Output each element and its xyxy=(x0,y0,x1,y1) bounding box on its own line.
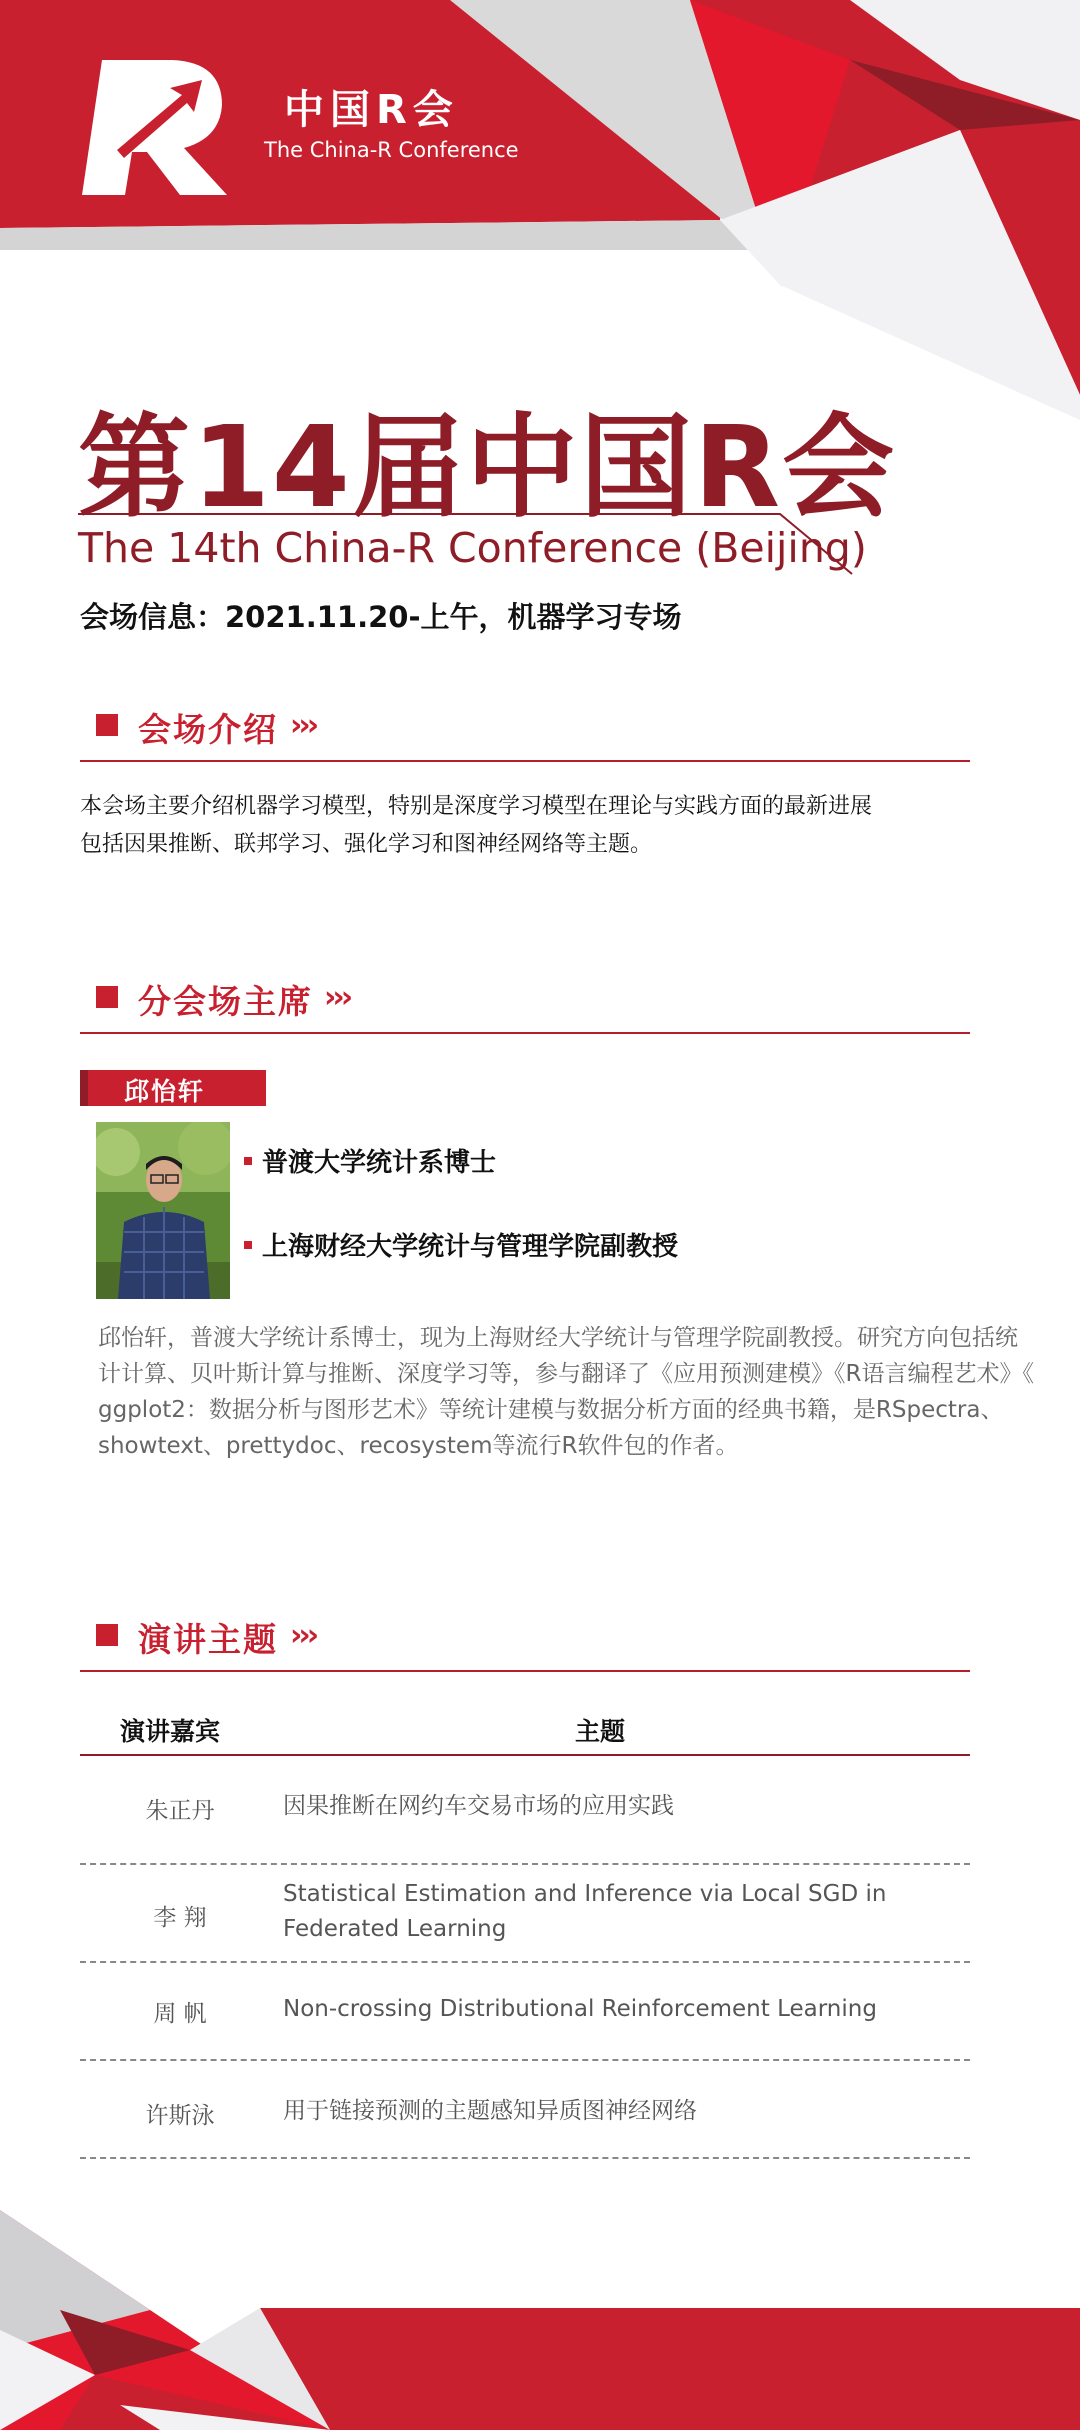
table-row xyxy=(80,1963,970,2061)
talk-speaker: 李 翔 xyxy=(153,1905,207,1931)
section-title: 分会场主席 xyxy=(138,982,313,1021)
section-header-talks xyxy=(80,1610,970,1672)
chair-credential: 普渡大学统计系博士 xyxy=(244,1142,496,1179)
talk-speaker: 许斯泳 xyxy=(145,2103,215,2129)
square-icon xyxy=(96,714,118,736)
bio-line: ggplot2：数据分析与图形艺术》等统计建模与数据分析方面的经典书籍，是RSpectra、 xyxy=(98,1397,1004,1423)
chevrons-icon: ››› xyxy=(324,980,350,1015)
chair-bio xyxy=(98,1320,1034,1464)
talk-topic: Statistical Estimation and Inference via Local SGD in Federated Learning xyxy=(283,1881,887,1942)
page-subtitle: The 14th China-R Conference (Beijing) xyxy=(78,524,867,572)
table-row xyxy=(80,1865,970,1963)
chair-credential: 上海财经大学统计与管理学院副教授 xyxy=(244,1226,678,1263)
talk-topic: Non-crossing Distributional Reinforcement Learning xyxy=(283,1996,877,2022)
square-icon xyxy=(96,1624,118,1646)
bullet-icon xyxy=(244,1157,252,1165)
chevrons-icon: ››› xyxy=(290,1618,316,1653)
square-icon xyxy=(96,986,118,1008)
chevrons-icon: ››› xyxy=(290,708,316,743)
intro-line: 包括因果推断、联邦学习、强化学习和图神经网络等主题。 xyxy=(80,832,653,857)
title-divider xyxy=(0,0,1080,600)
talk-speaker: 周 帆 xyxy=(153,2001,207,2027)
intro-text xyxy=(80,788,980,864)
bio-line: 计计算、贝叶斯计算与推断、深度学习等，参与翻译了《应用预测建模》《R语言编程艺术》《 xyxy=(98,1361,1034,1387)
chair-photo xyxy=(96,1122,230,1299)
chair-name-tag xyxy=(80,1070,266,1106)
chair-name: 邱怡轩 xyxy=(124,1077,206,1106)
section-header-chair xyxy=(80,972,970,1034)
footer-banner xyxy=(0,2200,1080,2430)
section-header-intro xyxy=(80,700,970,762)
section-title: 会场介绍 xyxy=(138,710,278,749)
venue-info: 会场信息：2021.11.20-上午，机器学习专场 xyxy=(80,600,682,634)
talk-topic: 因果推断在网约车交易市场的应用实践 xyxy=(283,1793,674,1819)
section-title: 演讲主题 xyxy=(138,1620,278,1659)
table-header-topic: 主题 xyxy=(575,1717,626,1746)
table-row xyxy=(80,1756,970,1865)
table-header-speaker: 演讲嘉宾 xyxy=(120,1717,221,1746)
brand-name-cn: 中国R会 xyxy=(284,87,459,133)
brand-name-en: The China-R Conference xyxy=(264,138,519,162)
page-title: 第14届中国R会 xyxy=(78,403,897,533)
bio-line: showtext、prettydoc、recosystem等流行R软件包的作者。 xyxy=(98,1433,739,1459)
bio-line: 邱怡轩，普渡大学统计系博士，现为上海财经大学统计与管理学院副教授。研究方向包括统 xyxy=(98,1325,1018,1351)
table-row xyxy=(80,2061,970,2159)
intro-line: 本会场主要介绍机器学习模型，特别是深度学习模型在理论与实践方面的最新进展 xyxy=(80,794,873,819)
bullet-icon xyxy=(244,1241,252,1249)
talk-topic: 用于链接预测的主题感知异质图神经网络 xyxy=(283,2098,697,2124)
talk-speaker: 朱正丹 xyxy=(145,1798,215,1824)
